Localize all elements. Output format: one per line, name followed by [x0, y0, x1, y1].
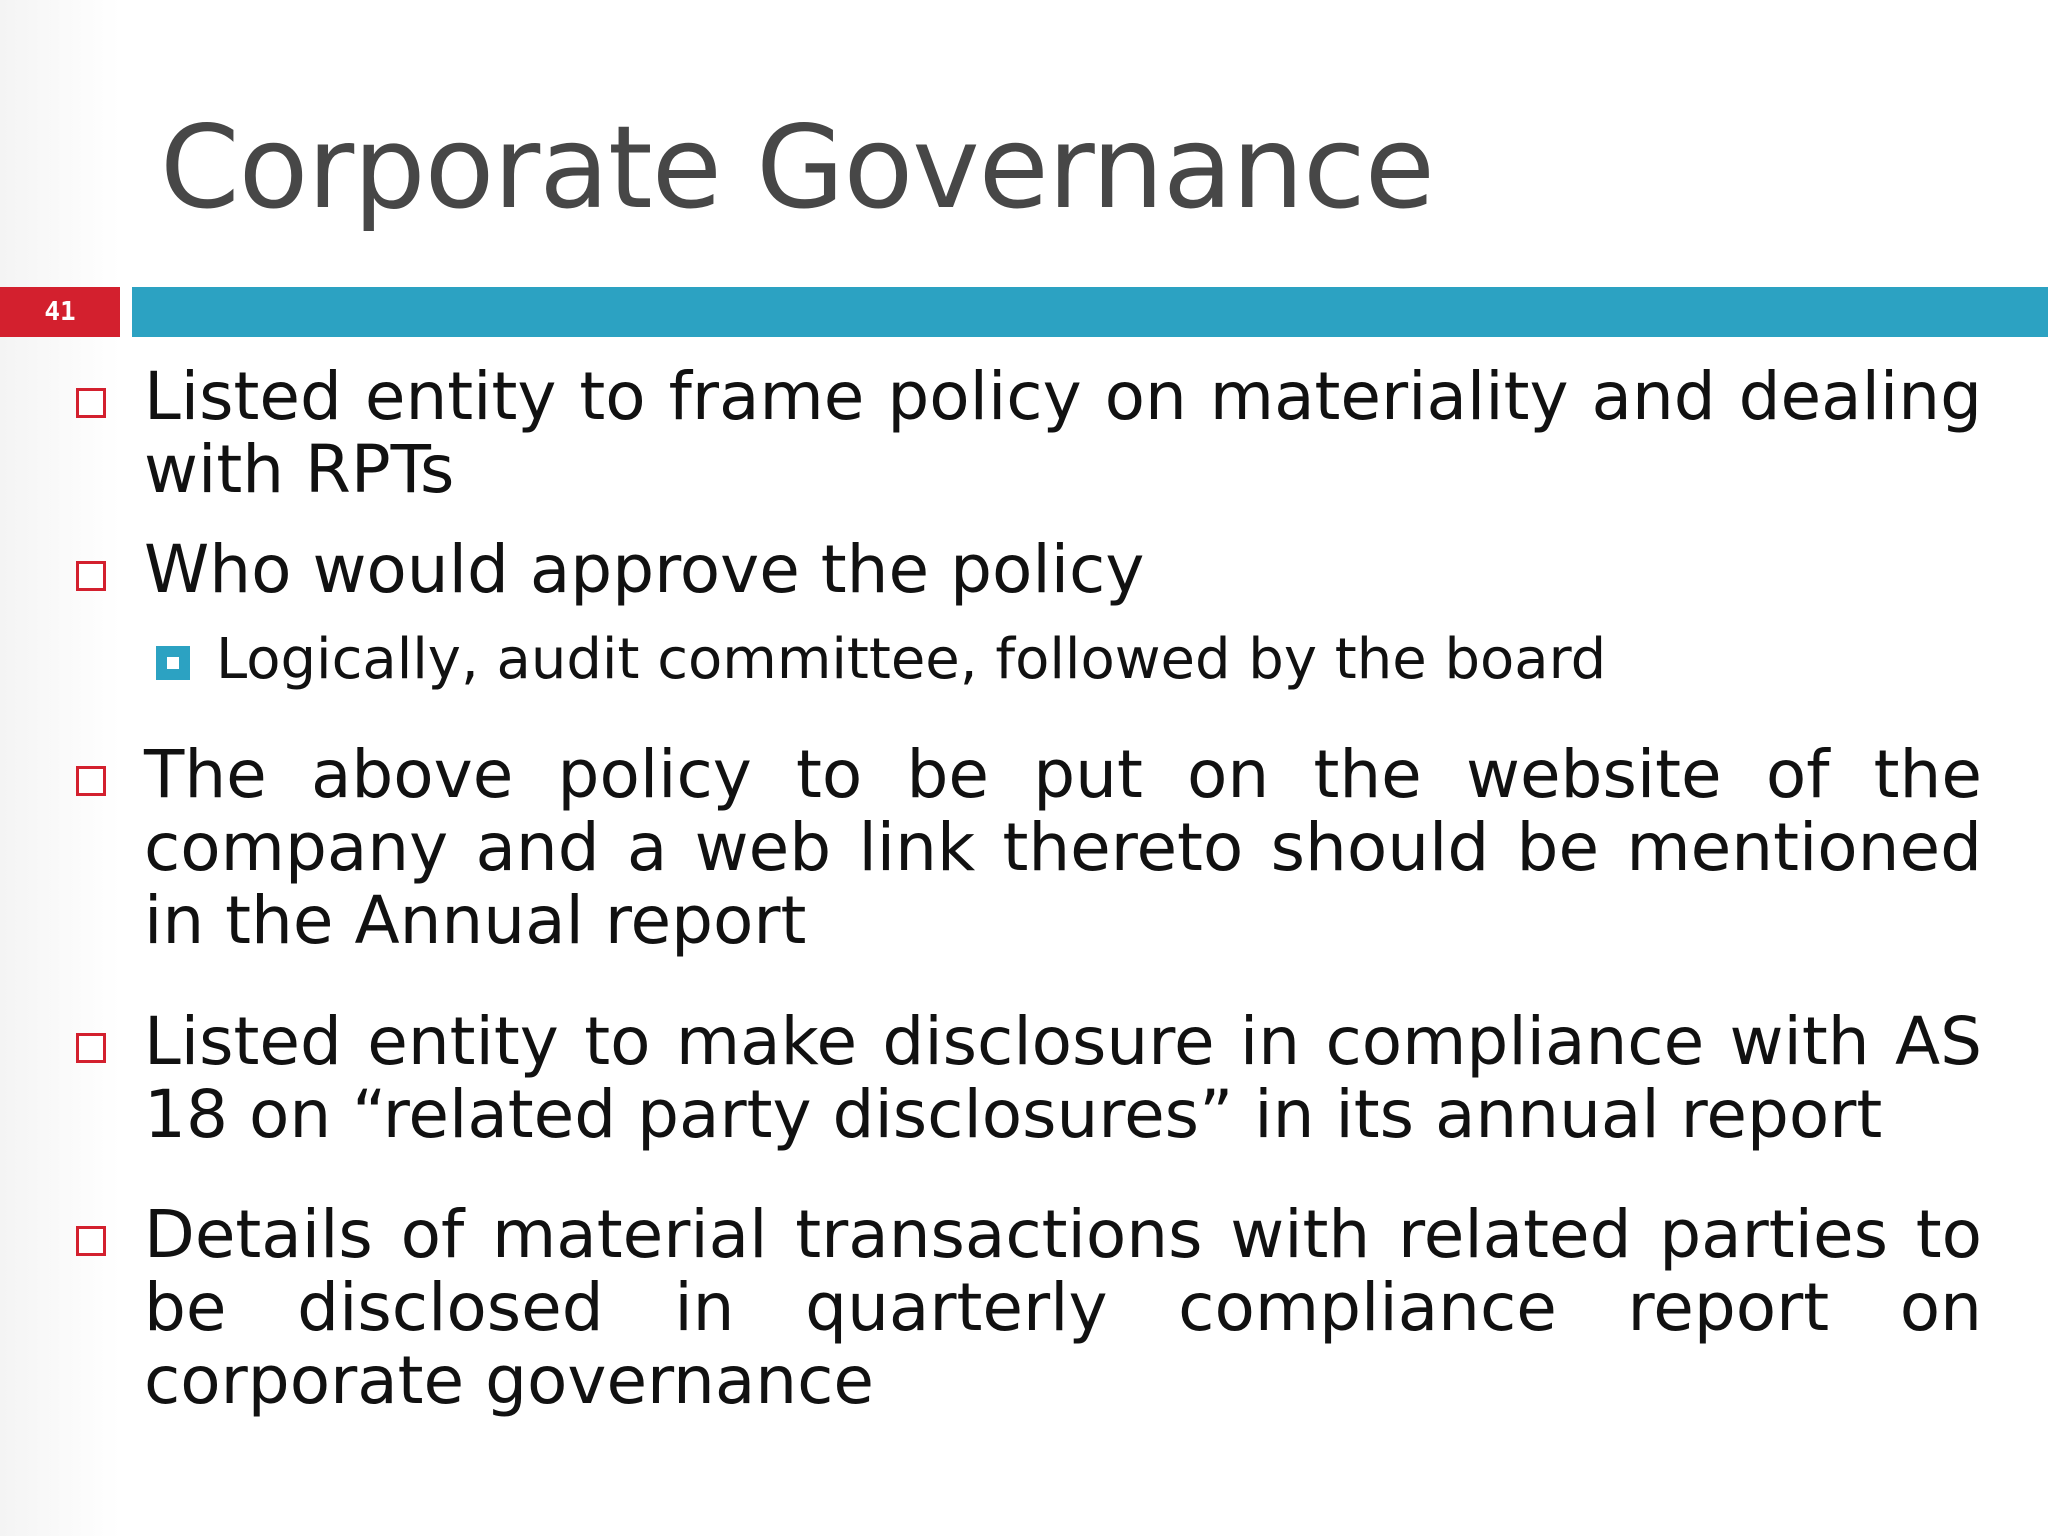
sub-bullet-text: Logically, audit committee, followed by the board [216, 627, 1607, 692]
square-bullet-icon [76, 766, 106, 796]
bullet-text: Listed entity to make disclosure in compliance with AS 18 on “related party disclosures” in its annual report [144, 1003, 1982, 1153]
filled-square-bullet-icon [156, 646, 190, 680]
square-bullet-icon [76, 561, 106, 591]
square-bullet-icon [76, 1033, 106, 1063]
bullet-text: Listed entity to frame policy on materiality and dealing with RPTs [144, 358, 1982, 508]
slide-title: Corporate Governance [160, 101, 1434, 234]
bullet-text: Who would approve the policy [144, 531, 1145, 608]
square-bullet-icon [76, 388, 106, 418]
bullet-text: The above policy to be put on the website of the company and a web link thereto should be mentioned in the Annual report [144, 736, 1982, 959]
bullet-text: Details of material transactions with related parties to be disclosed in quarterly compliance report on corporate governance [144, 1196, 1982, 1419]
square-bullet-icon [76, 1226, 106, 1256]
slide-number: 41 [44, 297, 76, 327]
